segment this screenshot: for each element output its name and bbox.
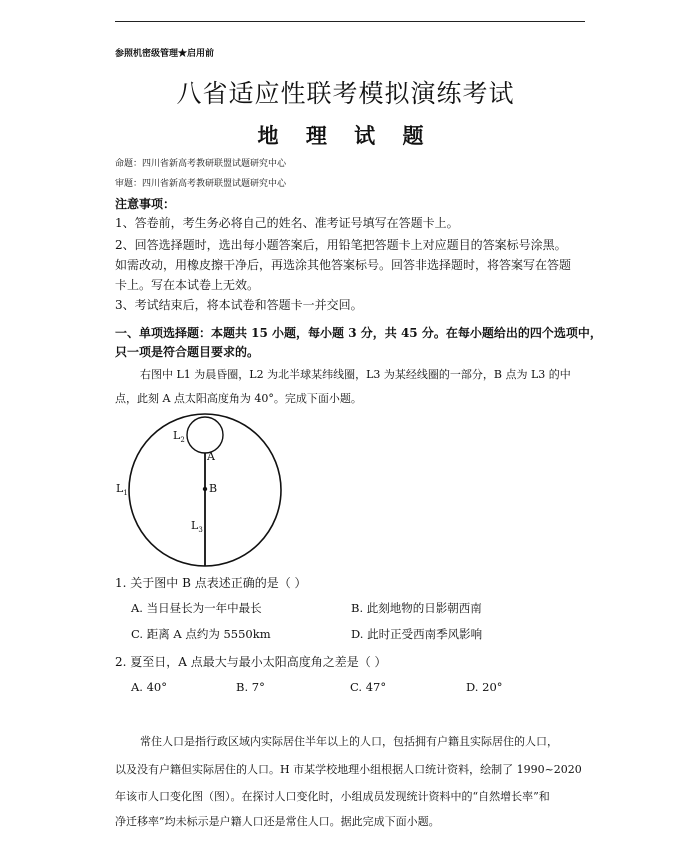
q1-option-c: C. 距离 A 点约为 5550km	[131, 627, 271, 641]
note-item-1: 1、答卷前，考生务必将自己的姓名、准考证号填写在答题卡上。	[115, 216, 459, 230]
passage-line-1: 常住人口是指行政区域内实际居住半年以上的人口，包括拥有户籍且实际居住的人口，	[140, 735, 558, 748]
passage-line-4: 净迁移率”均未标示是户籍人口还是常住人口。据此完成下面小题。	[115, 815, 440, 828]
note-item-2-line-1: 2、回答选择题时，选出每小题答案后，用铅笔把答题卡上对应题目的答案标号涂黑。	[115, 238, 567, 252]
proposer-line: 命题：四川省新高考教研联盟试题研究中心	[115, 159, 287, 169]
exam-title: 八省适应性联考模拟演练考试	[176, 79, 515, 108]
passage-line-3: 年该市人口变化图（图）。在探讨人口变化时，小组成员发现统计资料中的“自然增长率”和	[115, 790, 550, 803]
note-item-2-line-2: 如需改动，用橡皮擦干净后，再选涂其他答案标号。回答非选择题时，将答案写在答题	[115, 258, 572, 272]
reviewer-line: 审题：四川省新高考教研联盟试题研究中心	[115, 179, 287, 189]
section-1-heading-line-2: 只一项是符合题目要求的。	[115, 345, 260, 359]
label-l1: $L_1$	[116, 482, 128, 498]
notes-heading: 注意事项：	[115, 197, 176, 211]
top-rule	[115, 21, 585, 22]
q2-option-d: D. 20°	[466, 680, 503, 694]
q1-option-a: A. 当日昼长为一年中最长	[131, 601, 262, 615]
q1-option-b: B. 此刻地物的日影朝西南	[351, 601, 482, 615]
note-item-3: 3、考试结束后，将本试卷和答题卡一并交回。	[115, 298, 363, 312]
q2-option-b: B. 7°	[236, 680, 265, 694]
question-intro-line-2: 点，此刻 A 点太阳高度角为 40°。完成下面小题。	[115, 392, 362, 405]
note-item-2-line-3: 卡上。写在本试卷上无效。	[115, 278, 260, 292]
q1-option-d: D. 此时正受西南季风影响	[351, 627, 483, 641]
question-1-stem: 1. 关于图中 B 点表述正确的是（ ）	[115, 576, 307, 590]
security-label: 参照机密级管理★启用前	[115, 49, 215, 59]
latitude-circle-l2	[187, 417, 223, 453]
label-l2: $L_2$	[173, 429, 185, 445]
question-2-stem: 2. 夏至日，A 点最大与最小太阳高度角之差是（ ）	[115, 655, 387, 669]
question-intro-line-1: 右图中 L1 为晨昏圈，L2 为北半球某纬线圈，L3 为某经线圈的一部分，B 点为 L3 的中	[140, 368, 571, 381]
passage-line-2: 以及没有户籍但实际居住的人口。H 市某学校地理小组根据人口统计资料，绘制了 1990~2020	[115, 763, 582, 776]
q2-option-a: A. 40°	[131, 680, 167, 694]
label-a: A	[207, 450, 215, 463]
label-b: B	[209, 482, 218, 495]
q2-option-c: C. 47°	[350, 680, 387, 694]
section-1-heading-line-1: 一、单项选择题：本题共 15 小题，每小题 3 分，共 45 分。在每小题给出的四个选项中，	[115, 326, 602, 340]
point-b-dot	[203, 487, 207, 491]
subject-title: 地 理 试 题	[257, 123, 434, 148]
label-l3: $L_3$	[191, 519, 203, 535]
